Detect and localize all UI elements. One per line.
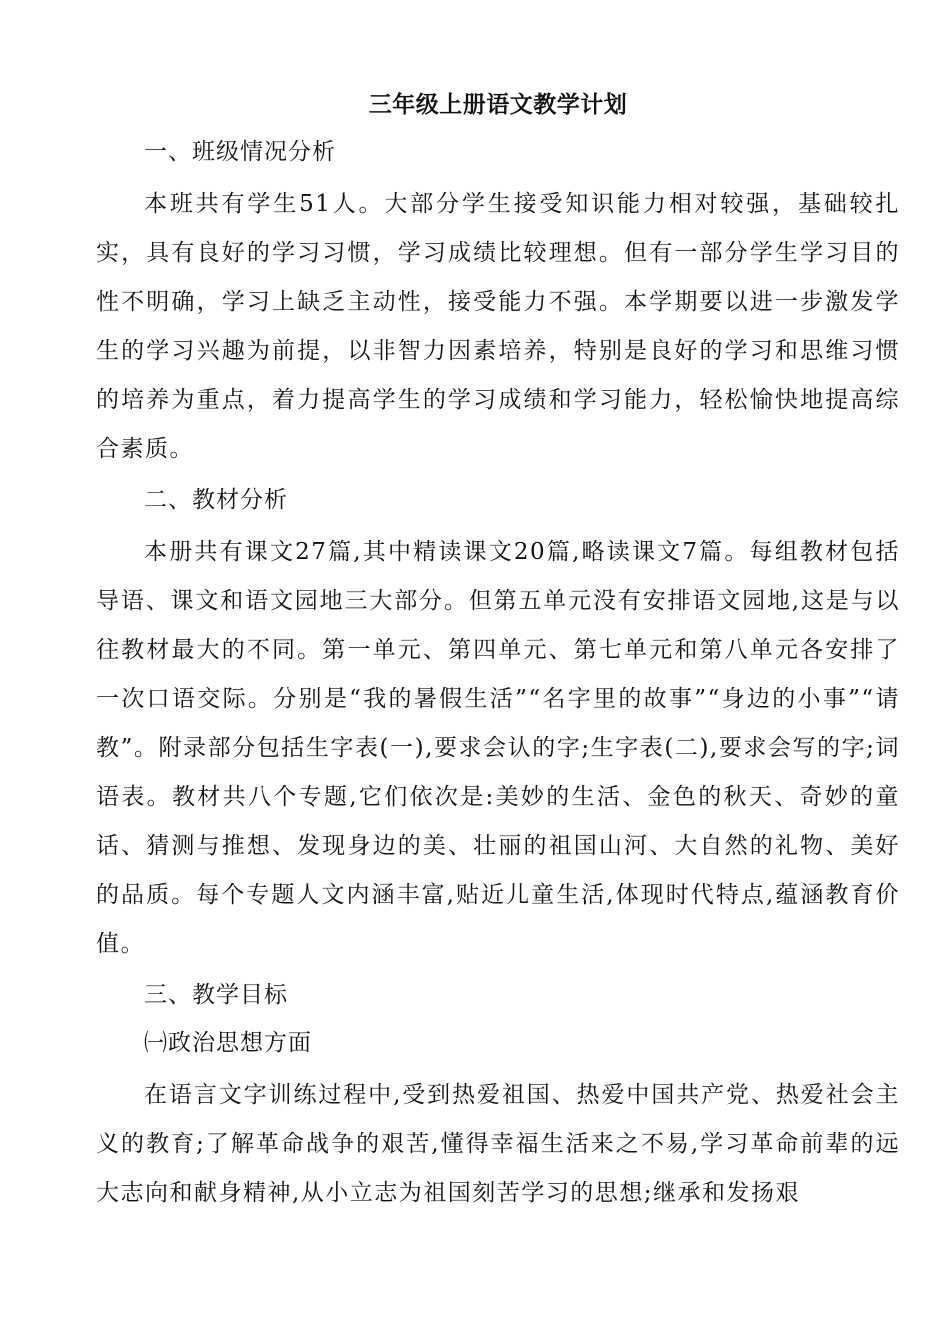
section-heading-textbook-analysis: 二、教材分析 — [144, 487, 288, 513]
subheading-political-thought: ㈠政治思想方面 — [144, 1030, 312, 1056]
paragraph-political-thought: 在语言文字训练过程中,受到热爱祖国、热爱中国共产党、热爱社会主义的教育;了解革命战争的艰苦,懂得幸福生活来之不易,学习革命前辈的远大志向和献身精神,从小立志为祖国刻苦学习的思想;继承和发扬艰 — [96, 1082, 900, 1206]
paragraph-class-analysis: 本班共有学生51人。大部分学生接受知识能力相对较强，基础较扎实，具有良好的学习习惯，学习成绩比较理想。但有一部分学生学习目的性不明确，学习上缺乏主动性，接受能力不强。本学期要以进一步激发学生的学习兴趣为前提，以非智力因素培养，特别是良好的学习和思维习惯的培养为重点，着力提高学生的学习成绩和学习能力，轻松愉快地提高综合素质。 — [96, 191, 900, 462]
document-page — [96, 88, 900, 1224]
document-title: 三年级上册语文教学计划 — [368, 91, 628, 118]
section-heading-teaching-goals: 三、教学目标 — [144, 982, 288, 1008]
section-heading-class-analysis: 一、班级情况分析 — [144, 139, 336, 165]
paragraph-textbook-analysis: 本册共有课文27篇,其中精读课文20篇,略读课文7篇。每组教材包括导语、课文和语文园地三大部分。但第五单元没有安排语文园地,这是与以往教材最大的不同。第一单元、第四单元、第七单元和第八单元各安排了一次口语交际。分别是“我的暑假生活”“名字里的故事”“身边的小事”“请教”。附录部分包括生字表(一),要求会认的字;生字表(二),要求会写的字;词语表。教材共八个专题,它们依次是:美妙的生活、金色的秋天、奇妙的童话、猜测与推想、发现身边的美、壮丽的祖国山河、大自然的礼物、美好的品质。每个专题人文内涵丰富,贴近儿童生活,体现时代特点,蕴涵教育价值。 — [96, 539, 900, 957]
